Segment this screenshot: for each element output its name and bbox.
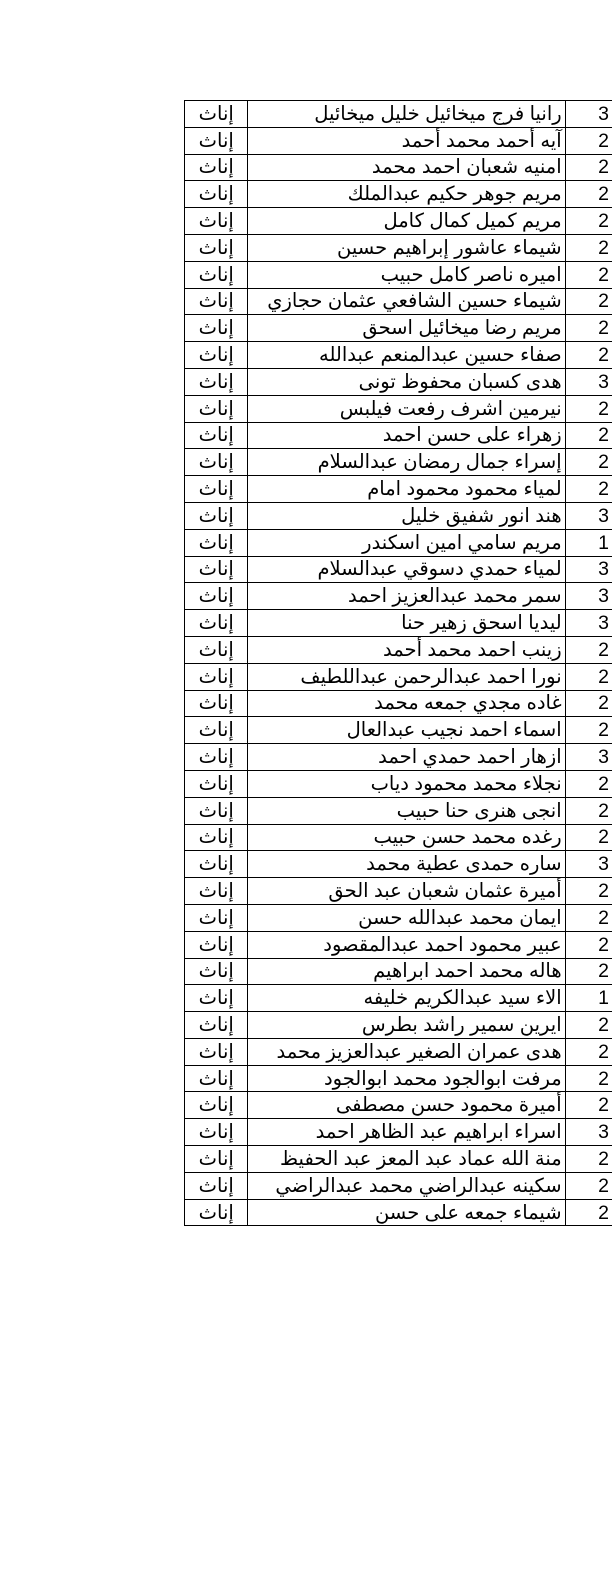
name-cell: هدى كسبان محفوظ تونى xyxy=(248,368,565,395)
code-cell: 1 xyxy=(565,985,612,1012)
table-row xyxy=(185,1092,612,1119)
gender-cell: إناث xyxy=(185,636,248,663)
table-row xyxy=(185,717,612,744)
name-cell: هدى عمران الصغير عبدالعزيز محمد xyxy=(248,1038,565,1065)
code-cell: 2 xyxy=(565,770,612,797)
gender-cell: إناث xyxy=(185,878,248,905)
code-cell: 2 xyxy=(565,208,612,235)
name-cell: اسماء احمد نجيب عبدالعال xyxy=(248,717,565,744)
code-cell: 2 xyxy=(565,1146,612,1173)
code-cell: 2 xyxy=(565,476,612,503)
name-cell: هاله محمد احمد ابراهيم xyxy=(248,958,565,985)
table-row xyxy=(185,904,612,931)
gender-cell: إناث xyxy=(185,931,248,958)
code-cell: 2 xyxy=(565,1012,612,1039)
name-cell: مريم جوهر حكيم عبدالملك xyxy=(248,181,565,208)
gender-cell: إناث xyxy=(185,342,248,369)
gender-cell: إناث xyxy=(185,476,248,503)
code-cell: 3 xyxy=(565,744,612,771)
table-row xyxy=(185,663,612,690)
gender-cell: إناث xyxy=(185,690,248,717)
gender-cell: إناث xyxy=(185,127,248,154)
name-cell: غاده مجدي جمعه محمد xyxy=(248,690,565,717)
code-cell: 2 xyxy=(565,1092,612,1119)
code-cell: 3 xyxy=(565,556,612,583)
code-cell: 2 xyxy=(565,636,612,663)
code-cell: 1 xyxy=(565,529,612,556)
code-cell: 3 xyxy=(565,368,612,395)
table-row xyxy=(185,744,612,771)
table-row xyxy=(185,476,612,503)
student-table xyxy=(184,100,612,1226)
gender-cell: إناث xyxy=(185,181,248,208)
table-row xyxy=(185,1146,612,1173)
gender-cell: إناث xyxy=(185,315,248,342)
name-cell: صفاء حسين عبدالمنعم عبدالله xyxy=(248,342,565,369)
code-cell: 2 xyxy=(565,824,612,851)
name-cell: ايمان محمد عبدالله حسن xyxy=(248,904,565,931)
name-cell: أميرة محمود حسن مصطفى xyxy=(248,1092,565,1119)
table-row xyxy=(185,1199,612,1226)
code-cell: 2 xyxy=(565,154,612,181)
name-cell: الاء سيد عبدالكريم خليفه xyxy=(248,985,565,1012)
name-cell: شيماء عاشور إبراهيم حسين xyxy=(248,234,565,261)
name-cell: منة الله عماد عبد المعز عبد الحفيظ xyxy=(248,1146,565,1173)
gender-cell: إناث xyxy=(185,234,248,261)
code-cell: 2 xyxy=(565,1172,612,1199)
name-cell: سمر محمد عبدالعزيز احمد xyxy=(248,583,565,610)
gender-cell: إناث xyxy=(185,583,248,610)
table-row xyxy=(185,636,612,663)
code-cell: 2 xyxy=(565,422,612,449)
code-cell: 2 xyxy=(565,904,612,931)
table-row xyxy=(185,315,612,342)
table-row xyxy=(185,502,612,529)
name-cell: انجى هنرى حنا حبيب xyxy=(248,797,565,824)
code-cell: 2 xyxy=(565,690,612,717)
gender-cell: إناث xyxy=(185,851,248,878)
table-row xyxy=(185,931,612,958)
gender-cell: إناث xyxy=(185,663,248,690)
code-cell: 2 xyxy=(565,878,612,905)
table-row xyxy=(185,985,612,1012)
table-row xyxy=(185,690,612,717)
table-row xyxy=(185,958,612,985)
code-cell: 2 xyxy=(565,1199,612,1226)
name-cell: لمياء محمود محمود امام xyxy=(248,476,565,503)
gender-cell: إناث xyxy=(185,529,248,556)
code-cell: 2 xyxy=(565,1038,612,1065)
gender-cell: إناث xyxy=(185,744,248,771)
name-cell: زينب احمد محمد أحمد xyxy=(248,636,565,663)
gender-cell: إناث xyxy=(185,101,248,128)
code-cell: 3 xyxy=(565,583,612,610)
name-cell: عبير محمود احمد عبدالمقصود xyxy=(248,931,565,958)
name-cell: شيماء حسين الشافعي عثمان حجازي xyxy=(248,288,565,315)
code-cell: 2 xyxy=(565,717,612,744)
gender-cell: إناث xyxy=(185,422,248,449)
gender-cell: إناث xyxy=(185,985,248,1012)
table-row xyxy=(185,851,612,878)
name-cell: اسراء ابراهيم عبد الظاهر احمد xyxy=(248,1119,565,1146)
code-cell: 3 xyxy=(565,610,612,637)
name-cell: أميرة عثمان شعبان عبد الحق xyxy=(248,878,565,905)
table-row xyxy=(185,342,612,369)
gender-cell: إناث xyxy=(185,1012,248,1039)
name-cell: اميره ناصر كامل حبيب xyxy=(248,261,565,288)
gender-cell: إناث xyxy=(185,717,248,744)
table-row xyxy=(185,234,612,261)
code-cell: 2 xyxy=(565,958,612,985)
code-cell: 3 xyxy=(565,101,612,128)
table-row xyxy=(185,1012,612,1039)
table-row xyxy=(185,208,612,235)
table-row xyxy=(185,770,612,797)
gender-cell: إناث xyxy=(185,502,248,529)
code-cell: 2 xyxy=(565,395,612,422)
code-cell: 2 xyxy=(565,315,612,342)
gender-cell: إناث xyxy=(185,824,248,851)
table-row xyxy=(185,422,612,449)
code-cell: 2 xyxy=(565,234,612,261)
name-cell: نجلاء محمد محمود دياب xyxy=(248,770,565,797)
name-cell: امنيه شعبان احمد محمد xyxy=(248,154,565,181)
code-cell: 2 xyxy=(565,663,612,690)
gender-cell: إناث xyxy=(185,797,248,824)
name-cell: ليديا اسحق زهير حنا xyxy=(248,610,565,637)
table-row xyxy=(185,368,612,395)
name-cell: لمياء حمدي دسوقي عبدالسلام xyxy=(248,556,565,583)
gender-cell: إناث xyxy=(185,1146,248,1173)
name-cell: ازهار احمد حمدي احمد xyxy=(248,744,565,771)
table-row xyxy=(185,1172,612,1199)
name-cell: مرفت ابوالجود محمد ابوالجود xyxy=(248,1065,565,1092)
table-row xyxy=(185,797,612,824)
table-row xyxy=(185,154,612,181)
table-row xyxy=(185,824,612,851)
name-cell: سكينه عبدالراضي محمد عبدالراضي xyxy=(248,1172,565,1199)
table-body xyxy=(185,101,612,1226)
table-row xyxy=(185,127,612,154)
code-cell: 2 xyxy=(565,342,612,369)
gender-cell: إناث xyxy=(185,610,248,637)
name-cell: نيرمين اشرف رفعت فيلبس xyxy=(248,395,565,422)
name-cell: مريم سامي امين اسكندر xyxy=(248,529,565,556)
code-cell: 2 xyxy=(565,181,612,208)
gender-cell: إناث xyxy=(185,1092,248,1119)
name-cell: إسراء جمال رمضان عبدالسلام xyxy=(248,449,565,476)
table-row xyxy=(185,449,612,476)
name-cell: مريم كميل كمال كامل xyxy=(248,208,565,235)
code-cell: 2 xyxy=(565,261,612,288)
code-cell: 2 xyxy=(565,1065,612,1092)
code-cell: 3 xyxy=(565,502,612,529)
table-row xyxy=(185,1119,612,1146)
table-row xyxy=(185,395,612,422)
table-row xyxy=(185,1065,612,1092)
table-row xyxy=(185,583,612,610)
gender-cell: إناث xyxy=(185,368,248,395)
table-row xyxy=(185,288,612,315)
gender-cell: إناث xyxy=(185,154,248,181)
name-cell: نورا احمد عبدالرحمن عبداللطيف xyxy=(248,663,565,690)
code-cell: 3 xyxy=(565,851,612,878)
code-cell: 2 xyxy=(565,449,612,476)
name-cell: رغده محمد حسن حبيب xyxy=(248,824,565,851)
gender-cell: إناث xyxy=(185,449,248,476)
gender-cell: إناث xyxy=(185,556,248,583)
gender-cell: إناث xyxy=(185,261,248,288)
name-cell: شيماء جمعه على حسن xyxy=(248,1199,565,1226)
code-cell: 3 xyxy=(565,1119,612,1146)
table-row xyxy=(185,101,612,128)
name-cell: ايرين سمير راشد بطرس xyxy=(248,1012,565,1039)
table-row xyxy=(185,261,612,288)
table-row xyxy=(185,1038,612,1065)
gender-cell: إناث xyxy=(185,958,248,985)
code-cell: 2 xyxy=(565,797,612,824)
name-cell: هند انور شفيق خليل xyxy=(248,502,565,529)
name-cell: ساره حمدى عطية محمد xyxy=(248,851,565,878)
name-cell: آيه أحمد محمد أحمد xyxy=(248,127,565,154)
gender-cell: إناث xyxy=(185,770,248,797)
gender-cell: إناث xyxy=(185,1172,248,1199)
table-row xyxy=(185,529,612,556)
table-row xyxy=(185,181,612,208)
name-cell: مريم رضا ميخائيل اسحق xyxy=(248,315,565,342)
gender-cell: إناث xyxy=(185,1199,248,1226)
table-row xyxy=(185,878,612,905)
gender-cell: إناث xyxy=(185,395,248,422)
name-cell: رانيا فرج ميخائيل خليل ميخائيل xyxy=(248,101,565,128)
code-cell: 2 xyxy=(565,288,612,315)
table-row xyxy=(185,610,612,637)
gender-cell: إناث xyxy=(185,904,248,931)
gender-cell: إناث xyxy=(185,288,248,315)
gender-cell: إناث xyxy=(185,208,248,235)
gender-cell: إناث xyxy=(185,1065,248,1092)
table-row xyxy=(185,556,612,583)
gender-cell: إناث xyxy=(185,1038,248,1065)
name-cell: زهراء على حسن احمد xyxy=(248,422,565,449)
code-cell: 2 xyxy=(565,931,612,958)
code-cell: 2 xyxy=(565,127,612,154)
gender-cell: إناث xyxy=(185,1119,248,1146)
